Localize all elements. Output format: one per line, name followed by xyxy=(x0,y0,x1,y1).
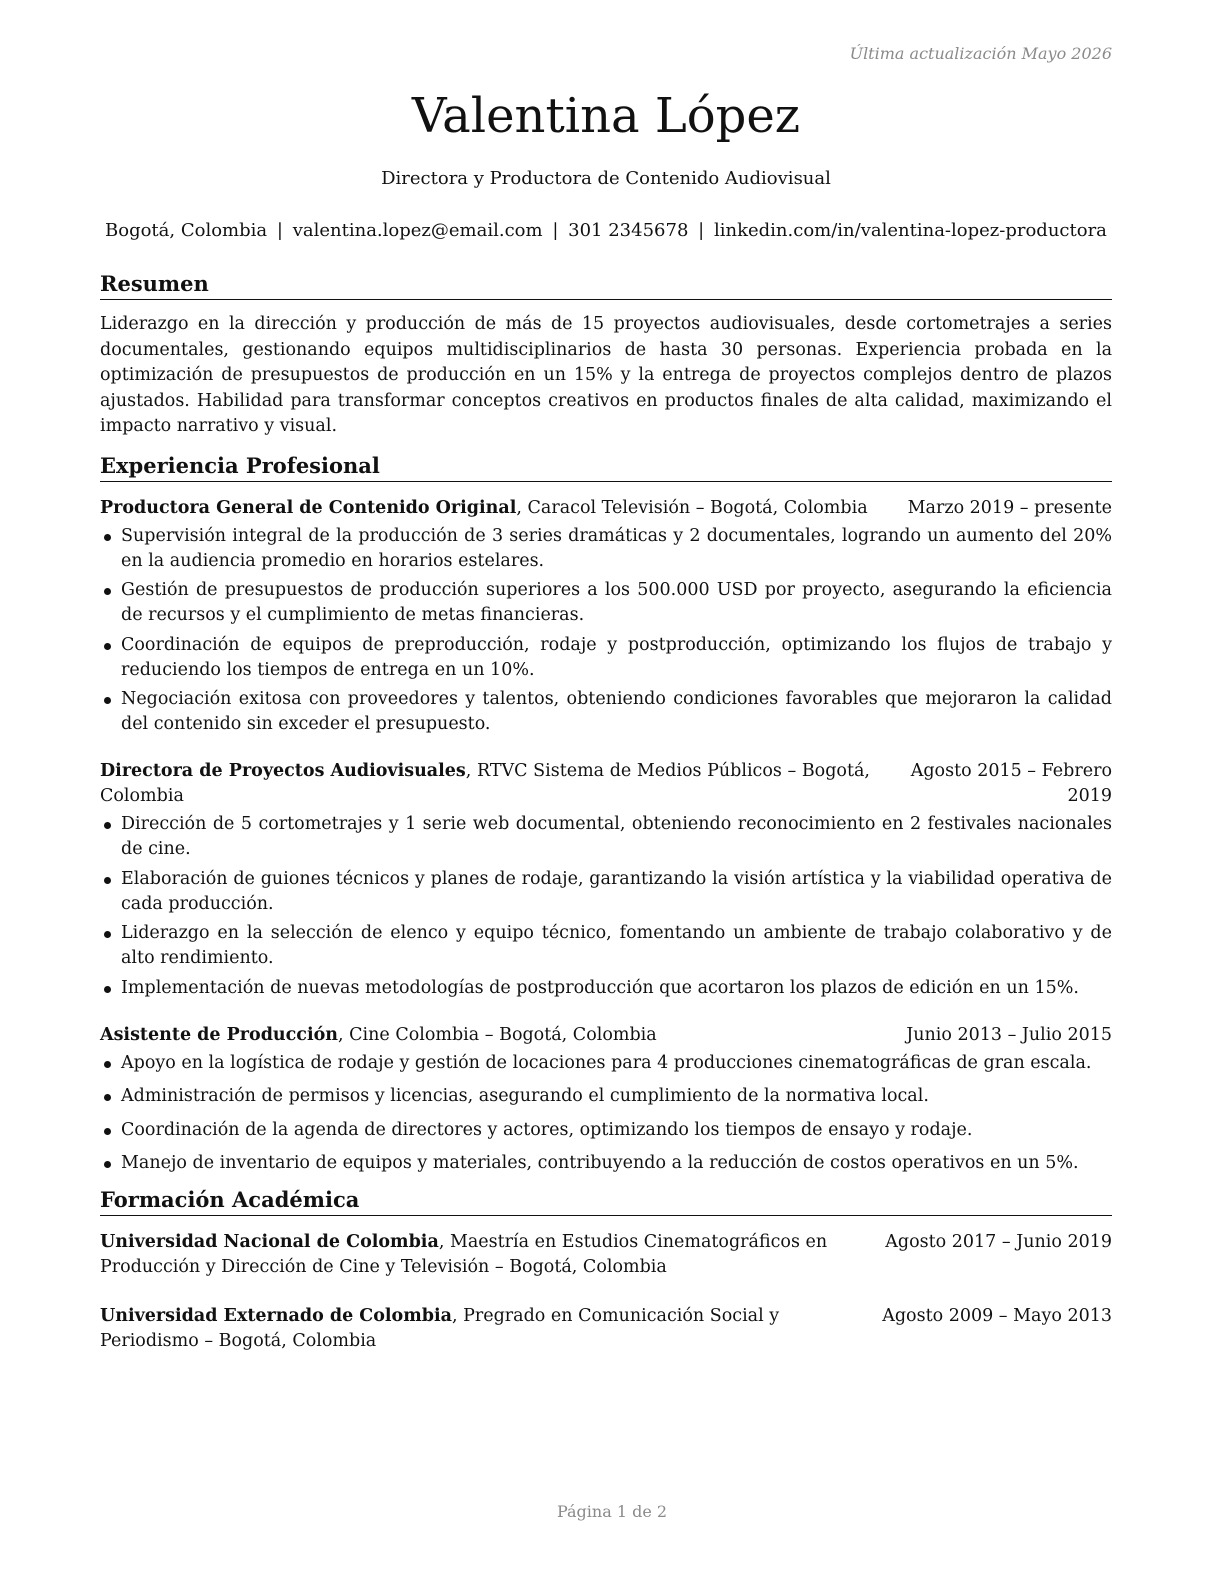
list-item xyxy=(100,1151,1112,1176)
job-bullets xyxy=(100,524,1112,738)
list-item xyxy=(100,1051,1112,1076)
job-heading xyxy=(100,759,870,809)
education-detail: , Maestría en Estudios Cinematográficos en Producción y Dirección de Cine y Televisión – Bogotá, Colombia xyxy=(100,1232,828,1277)
bullet-text: Liderazgo en la selección de elenco y equipo técnico, fomentando un ambiente de trabajo colaborativo y de alto rendimiento. xyxy=(121,923,1112,968)
bullet-icon xyxy=(104,1161,111,1168)
bullet-icon xyxy=(104,1094,111,1101)
list-item xyxy=(100,1118,1112,1143)
job-org: , Cine Colombia – Bogotá, Colombia xyxy=(338,1024,657,1045)
bullet-icon xyxy=(104,588,111,595)
job-role: Asistente de Producción xyxy=(100,1024,339,1045)
contact-location: Bogotá, Colombia xyxy=(105,220,268,241)
job-role: Directora de Proyectos Audiovisuales xyxy=(100,761,466,781)
bullet-icon xyxy=(104,931,111,938)
contact-line xyxy=(100,220,1112,241)
list-item xyxy=(100,867,1112,917)
education-institution: Universidad Nacional de Colombia xyxy=(100,1232,439,1252)
list-item xyxy=(100,633,1112,683)
bullet-icon xyxy=(104,986,111,993)
bullet-text: Dirección de 5 cortometrajes y 1 serie web documental, obteniendo reconocimiento en 2 festivales nacionales de cine. xyxy=(121,814,1112,859)
bullet-icon xyxy=(104,534,111,541)
bullet-icon xyxy=(104,1128,111,1135)
education-heading xyxy=(100,1230,880,1280)
job-heading xyxy=(100,496,896,521)
bullet-text: Elaboración de guiones técnicos y planes de rodaje, garantizando la visión artística y la viabilidad operativa de cada producción. xyxy=(121,868,1112,914)
job-dates: Agosto 2015 – Febrero 2019 xyxy=(910,761,1112,806)
bullet-text: Coordinación de equipos de preproducción, rodaje y postproducción, optimizando los flujos de trabajo y reduciendo los tiempos de entrega en un 10%. xyxy=(121,634,1112,680)
job-header xyxy=(100,1023,1112,1048)
resume-content xyxy=(100,270,1112,1354)
section-title-education: Formación Académica xyxy=(100,1186,1112,1216)
last-updated: Última actualización Mayo 2026 xyxy=(849,44,1112,63)
contact-separator: | xyxy=(276,220,283,241)
bullet-icon xyxy=(104,822,111,829)
job-entry xyxy=(100,759,1112,1001)
bullet-icon xyxy=(104,643,111,650)
education-dates: Agosto 2009 – Mayo 2013 xyxy=(882,1306,1112,1326)
contact-linkedin[interactable]: linkedin.com/in/valentina-lopez-productora xyxy=(713,220,1107,241)
page-number: Página 1 de 2 xyxy=(556,1502,668,1521)
education-institution: Universidad Externado de Colombia xyxy=(100,1306,452,1326)
bullet-text: Administración de permisos y licencias, asegurando el cumplimiento de la normativa local. xyxy=(121,1086,929,1106)
job-header xyxy=(100,496,1112,521)
education-entry xyxy=(100,1304,1112,1354)
bullet-text: Manejo de inventario de equipos y materiales, contribuyendo a la reducción de costos operativos en un 5%. xyxy=(121,1153,1079,1173)
bullet-text: Implementación de nuevas metodologías de postproducción que acortaron los plazos de edición en un 15%. xyxy=(121,977,1079,998)
job-org: , Caracol Televisión – Bogotá, Colombia xyxy=(516,497,868,518)
bullet-text: Apoyo en la logística de rodaje y gestión de locaciones para 4 producciones cinematográficas de gran escala. xyxy=(121,1052,1092,1073)
contact-phone: 301 2345678 xyxy=(568,220,689,241)
section-title-summary: Resumen xyxy=(100,270,1112,300)
list-item xyxy=(100,812,1112,862)
job-dates: Marzo 2019 – presente xyxy=(907,497,1112,518)
job-org: , RTVC Sistema de Medios Públicos – Bogotá, Colombia xyxy=(100,761,870,806)
education-detail: , Pregrado en Comunicación Social y Periodismo – Bogotá, Colombia xyxy=(100,1306,780,1351)
list-item xyxy=(100,976,1112,1001)
contact-separator: | xyxy=(698,220,705,241)
bullet-icon xyxy=(104,877,111,884)
job-role: Productora General de Contenido Original xyxy=(100,497,517,518)
job-header xyxy=(100,759,1112,809)
bullet-text: Coordinación de la agenda de directores y actores, optimizando los tiempos de ensayo y rodaje. xyxy=(121,1119,973,1140)
job-dates: Junio 2013 – Julio 2015 xyxy=(906,1024,1112,1045)
candidate-name: Valentina López xyxy=(411,88,801,144)
job-bullets xyxy=(100,1051,1112,1177)
contact-separator: | xyxy=(552,220,559,241)
bullet-text: Supervisión integral de la producción de 3 series dramáticas y 2 documentales, logrando un aumento del 20% en la audiencia promedio en horarios estelares. xyxy=(121,525,1112,571)
job-heading xyxy=(100,1023,894,1048)
bullet-icon xyxy=(104,1061,111,1068)
list-item xyxy=(100,578,1112,628)
bullet-text: Negociación exitosa con proveedores y talentos, obteniendo condiciones favorables que mejoraron la calidad del contenido sin exceder el presupuesto. xyxy=(121,689,1112,734)
resume-page xyxy=(100,0,1112,1584)
list-item xyxy=(100,524,1112,574)
list-item xyxy=(100,1084,1112,1109)
education-entry xyxy=(100,1230,1112,1280)
list-item xyxy=(100,687,1112,737)
section-title-experience: Experiencia Profesional xyxy=(100,452,1112,482)
education-header xyxy=(100,1304,1112,1354)
job-bullets xyxy=(100,812,1112,1001)
education-dates: Agosto 2017 – Junio 2019 xyxy=(885,1232,1112,1252)
bullet-text: Gestión de presupuestos de producción superiores a los 500.000 USD por proyecto, asegurando la eficiencia de recursos y el cumplimiento de metas financieras. xyxy=(121,580,1112,625)
contact-email[interactable]: valentina.lopez@email.com xyxy=(292,220,543,241)
candidate-title: Directora y Productora de Contenido Audiovisual xyxy=(381,168,831,189)
job-entry xyxy=(100,1023,1112,1177)
education-heading xyxy=(100,1304,880,1354)
job-entry xyxy=(100,496,1112,738)
education-header xyxy=(100,1230,1112,1280)
summary-text: Liderazgo en la dirección y producción de más de 15 proyectos audiovisuales, desde cortometrajes a series documentales, gestionando equipos multidisciplinarios de hasta 30 personas. Experiencia probada en la optimización de presupuestos de producción en un 15% y la entrega de proyectos complejos dentro de plazos ajustados. Habilidad para transformar conceptos creativos en productos finales de alta calidad, maximizando el impacto narrativo y visual. xyxy=(100,314,1112,436)
bullet-icon xyxy=(104,697,111,704)
list-item xyxy=(100,921,1112,971)
